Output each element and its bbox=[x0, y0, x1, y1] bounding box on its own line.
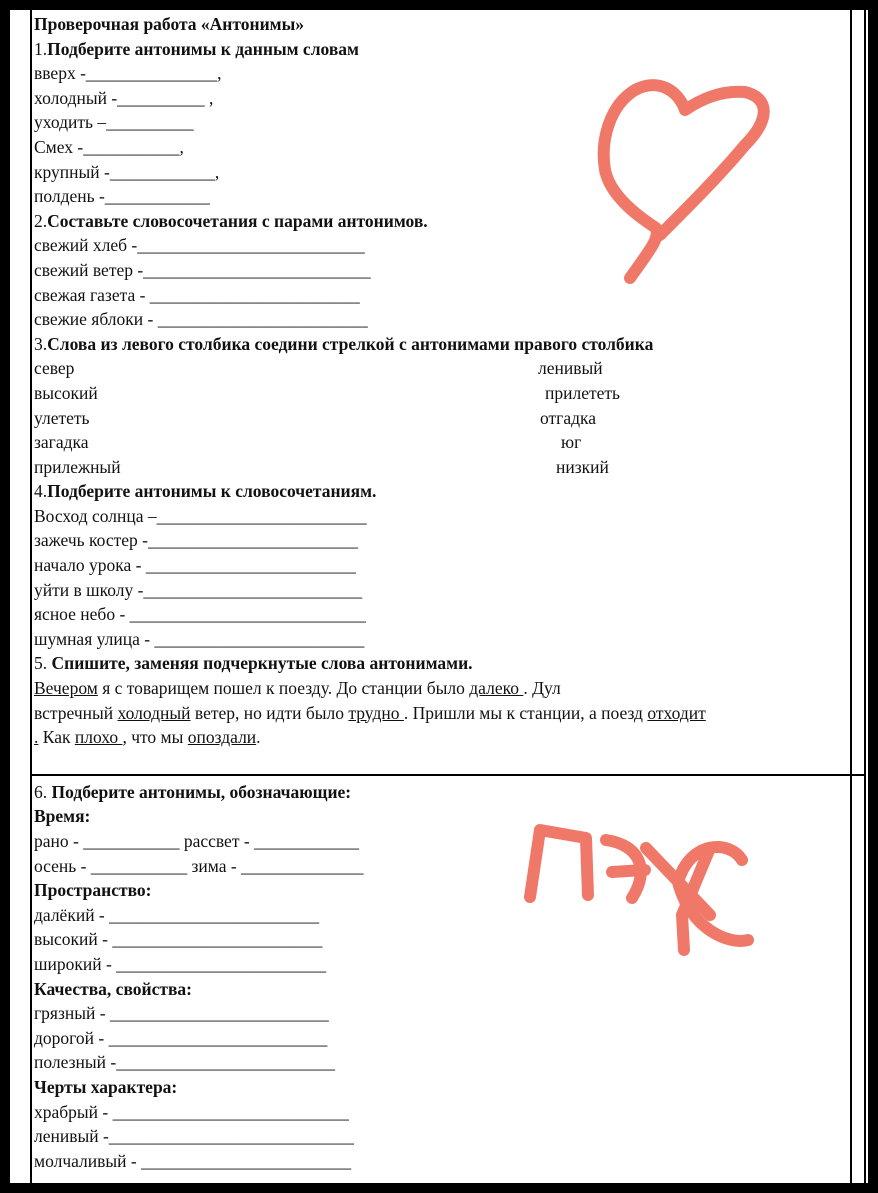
subheading-character: Черты характера: bbox=[34, 1076, 178, 1097]
subheading-time: Время: bbox=[34, 806, 91, 827]
task-heading-text: Слова из левого столбика соедини стрелкой с антонимами правого столбика bbox=[47, 333, 654, 354]
task4-line: ясное небо - ___________________________ bbox=[34, 604, 366, 625]
underlined-word: . bbox=[34, 727, 39, 748]
plain-text: , что мы bbox=[122, 727, 188, 748]
task-heading-text: Подберите антонимы к данным словам bbox=[47, 38, 359, 59]
left-word: загадка bbox=[34, 432, 89, 453]
right-word: отгадка bbox=[540, 407, 597, 428]
right-word: прилететь bbox=[545, 382, 621, 403]
worksheet-page bbox=[10, 10, 868, 1183]
task1-line: уходить –__________ bbox=[34, 112, 194, 133]
subheading-space: Пространство: bbox=[34, 880, 152, 901]
task-number: 6. bbox=[34, 781, 48, 802]
task1-line: крупный -____________, bbox=[34, 161, 220, 182]
underlined-word: плохо bbox=[74, 727, 123, 748]
task1-line: Смех -___________, bbox=[34, 136, 184, 157]
quality-line: полезный -_________________________ bbox=[34, 1052, 335, 1073]
subheading-quality: Качества, свойства: bbox=[34, 978, 192, 999]
underlined-word: далеко bbox=[469, 678, 524, 699]
underlined-word: трудно bbox=[348, 702, 404, 723]
character-line: храбрый - ___________________________ bbox=[34, 1101, 349, 1122]
task2-line: свежий ветер -__________________________ bbox=[34, 259, 371, 280]
right-word: юг bbox=[561, 432, 582, 453]
task-number: 3. bbox=[34, 333, 48, 354]
task4-line: уйти в школу -_________________________ bbox=[34, 579, 363, 600]
plain-text: . bbox=[256, 727, 261, 748]
underlined-word: холодный bbox=[117, 702, 191, 723]
quality-line: грязный - _________________________ bbox=[34, 1003, 329, 1024]
task1-line: вверх -_______________, bbox=[34, 63, 222, 84]
task4-line: зажечь костер -________________________ bbox=[34, 530, 358, 551]
task-number: 4. bbox=[34, 481, 48, 502]
task4-line: шумная улица - ________________________ bbox=[34, 628, 365, 649]
task-heading-text: Спишите, заменяя подчеркнутые слова антонимами. bbox=[51, 653, 473, 674]
task1-line: холодный -__________ , bbox=[34, 87, 214, 108]
time-right: рассвет - ____________ bbox=[183, 831, 360, 851]
page-title: Проверочная работа «Антонимы» bbox=[34, 14, 304, 34]
task4-line: Восход солнца –________________________ bbox=[34, 505, 367, 526]
task-heading-text: Составьте словосочетания с парами антонимов. bbox=[47, 210, 428, 231]
plain-text: Как bbox=[38, 727, 75, 748]
underlined-word: опоздали bbox=[187, 727, 257, 748]
task2-line: свежие яблоки - ________________________ bbox=[34, 309, 368, 330]
underlined-word: Вечером bbox=[34, 678, 98, 699]
time-right: зима - ______________ bbox=[191, 855, 364, 876]
space-line: далёкий - ________________________ bbox=[34, 904, 320, 925]
task2-line: свежий хлеб -__________________________ bbox=[34, 235, 365, 256]
left-word: высокий bbox=[34, 382, 98, 403]
task-heading-text: Подберите антонимы, обозначающие: bbox=[51, 781, 352, 802]
time-left: осень - ___________ bbox=[34, 855, 188, 876]
plain-text: ветер, но идти было bbox=[190, 702, 349, 723]
left-word: улететь bbox=[34, 407, 90, 428]
character-line: молчаливый - ________________________ bbox=[34, 1150, 352, 1171]
plain-text: . Пришли мы к станции, а поезд bbox=[403, 702, 648, 723]
task-number: 2. bbox=[34, 210, 48, 231]
left-word: север bbox=[34, 358, 75, 379]
handwriting-overlay bbox=[10, 10, 868, 1183]
right-word: ленивый bbox=[538, 358, 603, 379]
task-number: 5. bbox=[34, 653, 48, 674]
task2-line: свежая газета - ________________________ bbox=[34, 284, 360, 305]
task-heading-text: Подберите антонимы к словосочетаниям. bbox=[47, 481, 377, 502]
task1-line: полдень -____________ bbox=[34, 186, 210, 207]
task-number: 1. bbox=[34, 38, 48, 59]
left-word: прилежный bbox=[34, 456, 121, 477]
space-line: широкий - ________________________ bbox=[34, 953, 327, 974]
task4-line: начало урока - ________________________ bbox=[34, 555, 356, 576]
plain-text: . Дул bbox=[523, 678, 561, 699]
underlined-word: отходит bbox=[647, 702, 706, 723]
plain-text: я с товарищем пошел к поезду. До станции было bbox=[97, 678, 470, 699]
quality-line: дорогой - _________________________ bbox=[34, 1027, 328, 1048]
space-line: высокий - ________________________ bbox=[34, 929, 323, 950]
handwritten-letters bbox=[530, 830, 748, 950]
character-line: ленивый -____________________________ bbox=[34, 1126, 354, 1147]
plain-text: встречный bbox=[34, 702, 118, 723]
right-word: низкий bbox=[556, 456, 609, 477]
time-left: рано - ___________ bbox=[34, 831, 180, 851]
heart-drawing bbox=[604, 85, 764, 278]
